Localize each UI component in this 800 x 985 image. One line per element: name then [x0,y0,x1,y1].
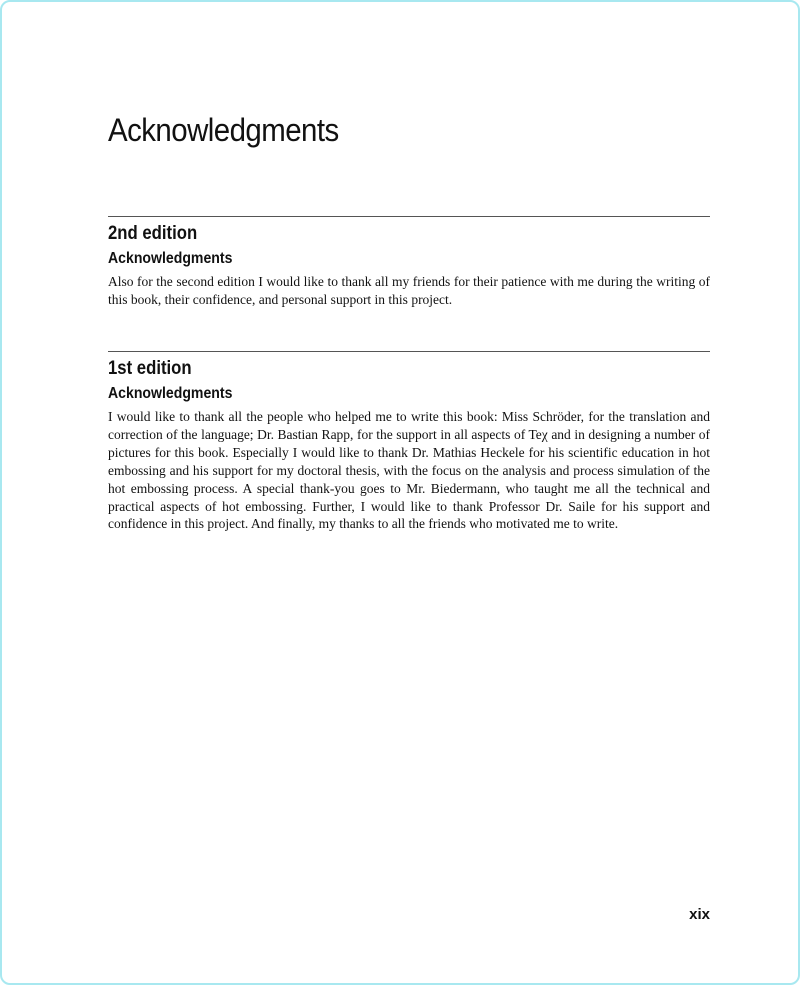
section-1st-edition [108,351,710,533]
section-subheading: Acknowledgments [108,385,233,402]
section-2nd-edition [108,216,710,309]
page-title: Acknowledgments [108,112,339,148]
section-divider [108,351,710,352]
section-subheading: Acknowledgments [108,250,233,267]
page-number: xix [689,906,710,923]
section-body-text: I would like to thank all the people who helped me to write this book: Miss Schröder, for the translation and correction of the language; Dr. Bastian Rapp, for the support in all aspects of Teχ and in designing a number of pictures for this book. Especially I would like to thank Dr. Mathias Heckele for his scientific education in hot embossing and his support for my doctoral thesis, with the focus on the analysis and process simulation of the hot embossing process. A special thank-you goes to Mr. Biedermann, who taught me all the technical and practical aspects of hot embossing. Further, I would like to thank Professor Dr. Saile for his support and confidence in this project. And finally, my thanks to all the friends who motivated me to write. [108,409,710,532]
section-body-text: Also for the second edition I would like to thank all my friends for their patience with me during the writing of this book, their confidence, and personal support in this project. [108,274,710,307]
section-divider [108,216,710,217]
section-heading: 2nd edition [108,223,198,244]
section-heading: 1st edition [108,358,192,379]
